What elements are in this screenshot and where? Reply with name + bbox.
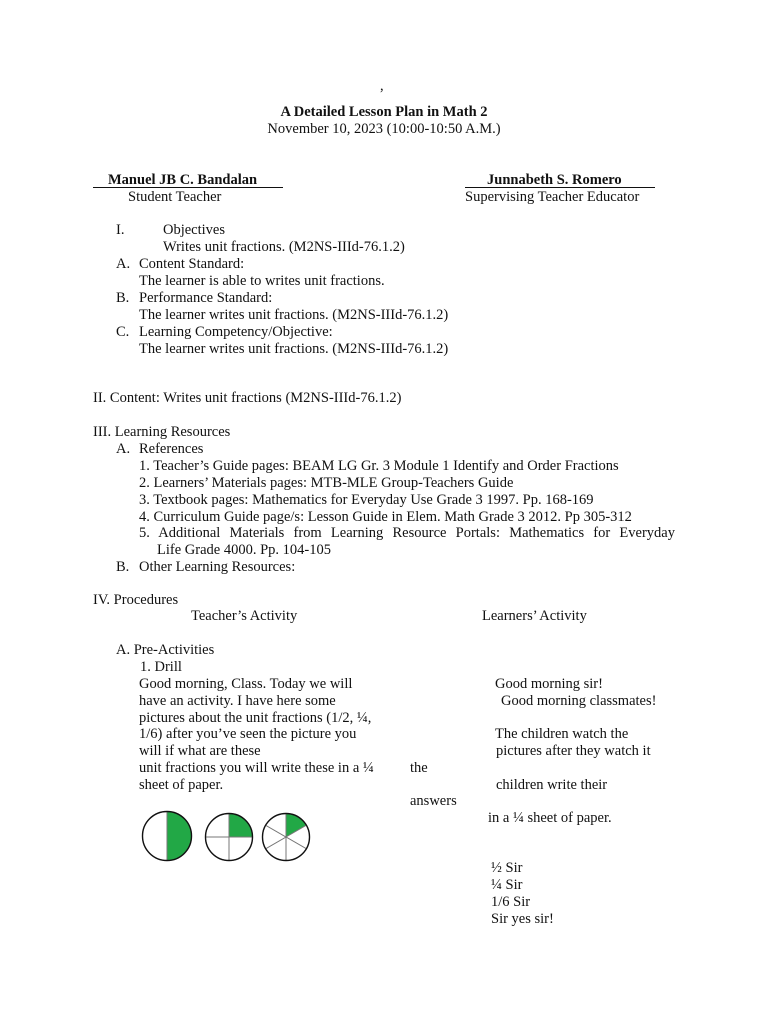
procedures-heading: IV. Procedures — [93, 592, 179, 608]
learner-line: children write their — [496, 777, 608, 793]
empty-sector — [143, 812, 168, 861]
stray-word-the: the — [410, 760, 428, 776]
pre-activities-heading: A. Pre-Activities — [116, 642, 215, 658]
teacher-line: sheet of paper. — [139, 777, 224, 793]
teacher-line: 1/6) after you’ve seen the picture you — [139, 726, 357, 742]
supervisor-name: Junnabeth S. Romero — [487, 172, 622, 188]
learner-answer: Sir yes sir! — [491, 911, 554, 927]
references-label: References — [139, 441, 204, 457]
page-title: A Detailed Lesson Plan in Math 2 — [280, 104, 488, 120]
student-teacher-underline — [93, 187, 283, 188]
teacher-line: Good morning, Class. Today we will — [139, 676, 353, 692]
student-teacher-role: Student Teacher — [128, 189, 222, 205]
lesson-date: November 10, 2023 (10:00-10:50 A.M.) — [267, 121, 501, 137]
stray-word-answers: answers — [410, 793, 457, 809]
student-teacher-name: Manuel JB C. Bandalan — [108, 172, 258, 188]
learner-answer: ¼ Sir — [491, 877, 523, 893]
supervisor-underline — [465, 187, 655, 188]
learner-answer: 1/6 Sir — [491, 894, 531, 910]
objectives-numeral: I. — [116, 222, 125, 238]
objectives-heading: Objectives — [163, 222, 226, 238]
teacher-activity-header: Teacher’s Activity — [191, 608, 298, 624]
other-resources-letter: B. — [116, 559, 130, 575]
objective-b-label: Performance Standard: — [139, 290, 273, 306]
teacher-line: will if what are these — [139, 743, 261, 759]
learner-line: pictures after they watch it — [496, 743, 651, 759]
fraction-circle-half — [141, 810, 193, 862]
objective-c-text: The learner writes unit fractions. (M2NS-IIId-76.1.2) — [139, 341, 449, 357]
content-line: II. Content: Writes unit fractions (M2NS-IIId-76.1.2) — [93, 390, 402, 406]
objective-a-letter: A. — [116, 256, 131, 272]
reference-item: 4. Curriculum Guide page/s: Lesson Guide in Elem. Math Grade 3 2012. Pp 305-312 — [139, 509, 632, 525]
supervisor-role: Supervising Teacher Educator — [465, 189, 640, 205]
objective-b-letter: B. — [116, 290, 130, 306]
objective-b-text: The learner writes unit fractions. (M2NS-IIId-76.1.2) — [139, 307, 449, 323]
shaded-sector — [167, 812, 192, 861]
reference-item-continued: Life Grade 4000. Pp. 104-105 — [157, 542, 331, 558]
stray-mark: , — [380, 78, 384, 94]
objective-c-label: Learning Competency/Objective: — [139, 324, 333, 340]
resources-heading: III. Learning Resources — [93, 424, 231, 440]
fraction-circle-sixth — [261, 812, 311, 862]
objective-c-letter: C. — [116, 324, 130, 340]
objective-a-text: The learner is able to writes unit fractions. — [139, 273, 385, 289]
reference-item: 1. Teacher’s Guide pages: BEAM LG Gr. 3 Module 1 Identify and Order Fractions — [139, 458, 619, 474]
learner-line: The children watch the — [495, 726, 629, 742]
references-letter: A. — [116, 441, 131, 457]
learner-line: in a ¼ sheet of paper. — [488, 810, 612, 826]
learner-line: Good morning classmates! — [501, 693, 657, 709]
teacher-line: pictures about the unit fractions (1/2, ¼, — [139, 710, 372, 726]
fraction-circle-fourth — [204, 812, 254, 862]
teacher-line: have an activity. I have here some — [139, 693, 336, 709]
objective-a-label: Content Standard: — [139, 256, 245, 272]
reference-item: 2. Learners’ Materials pages: MTB-MLE Group-Teachers Guide — [139, 475, 514, 491]
learner-line: Good morning sir! — [495, 676, 603, 692]
reference-item: 5. Additional Materials from Learning Resource Portals: Mathematics for Everyday — [139, 525, 675, 541]
objectives-line: Writes unit fractions. (M2NS-IIId-76.1.2) — [163, 239, 405, 255]
reference-item: 3. Textbook pages: Mathematics for Everyday Use Grade 3 1997. Pp. 168-169 — [139, 492, 594, 508]
learner-answer: ½ Sir — [491, 860, 523, 876]
teacher-line: unit fractions you will write these in a ¼ — [139, 760, 374, 776]
learner-activity-header: Learners’ Activity — [482, 608, 587, 624]
drill-heading: 1. Drill — [140, 659, 182, 675]
other-resources-label: Other Learning Resources: — [139, 559, 296, 575]
